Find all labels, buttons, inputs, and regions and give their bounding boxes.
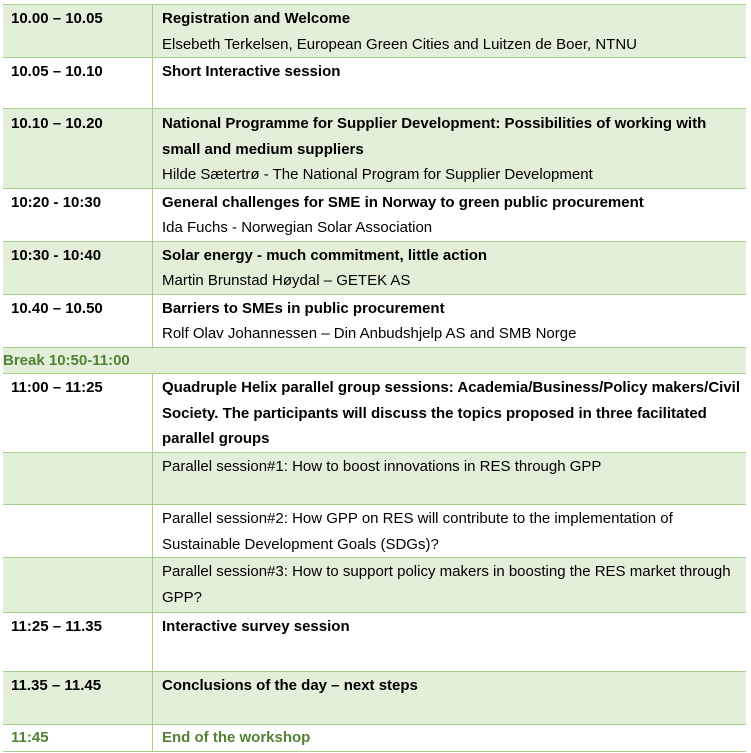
time-cell: 11:45 — [3, 725, 153, 752]
session-speaker: Martin Brunstad Høydal – GETEK AS — [162, 272, 411, 289]
session-title: Interactive survey session — [162, 618, 350, 635]
session-title: General challenges for SME in Norway to green public procurement — [162, 193, 644, 211]
session-cell — [153, 188, 747, 241]
session-cell — [153, 505, 747, 558]
session-speaker: Rolf Olav Johannessen – Din Anbudshjelp AS and SMB Norge — [162, 325, 577, 342]
time-cell: 11:00 – 11:25 — [3, 374, 153, 453]
time-cell: 11:25 – 11.35 — [3, 613, 153, 672]
session-speaker: Hilde Sætertrø - The National Program for Supplier Development — [162, 166, 593, 183]
break-row — [3, 347, 746, 374]
time-cell: 10.05 – 10.10 — [3, 58, 153, 109]
time-cell — [3, 505, 153, 558]
agenda-row — [3, 672, 746, 725]
time-cell: 10.00 – 10.05 — [3, 5, 153, 58]
agenda-row — [3, 453, 746, 505]
session-cell — [153, 672, 747, 725]
session-title: Short Interactive session — [162, 63, 341, 80]
session-cell — [153, 58, 747, 109]
time-cell — [3, 558, 153, 613]
session-title: End of the workshop — [153, 725, 747, 752]
agenda-row — [3, 613, 746, 672]
session-cell — [153, 613, 747, 672]
session-speaker: Parallel session#3: How to support policy makers in boosting the RES market through GPP? — [162, 563, 731, 606]
session-title: Registration and Welcome — [162, 10, 351, 27]
time-cell: 10:30 - 10:40 — [3, 241, 153, 294]
time-cell: 11.35 – 11.45 — [3, 672, 153, 725]
session-title: National Programme for Supplier Development: Possibilities of working with small and medium suppliers — [162, 115, 707, 158]
agenda-row — [3, 294, 746, 347]
session-cell — [153, 453, 747, 505]
session-cell — [153, 109, 747, 189]
session-speaker: Ida Fuchs - Norwegian Solar Association — [162, 219, 433, 236]
session-cell — [153, 241, 747, 294]
session-speaker: Parallel session#2: How GPP on RES will contribute to the implementation of Sustainable Development Goals (SDGs)? — [162, 510, 673, 553]
session-title: Quadruple Helix parallel group sessions: Academia/Business/Policy makers/Civil Society. The participants will discuss the topics proposed in three facilitated parallel groups — [162, 379, 740, 447]
session-cell — [153, 558, 747, 613]
agenda-row — [3, 725, 746, 752]
session-title: Solar energy - much commitment, little action — [162, 246, 488, 264]
session-title: Barriers to SMEs in public procurement — [162, 299, 445, 317]
break-label: Break 10:50-11:00 — [3, 347, 746, 374]
time-cell: 10.10 – 10.20 — [3, 109, 153, 189]
session-speaker: Elsebeth Terkelsen, European Green Cities and Luitzen de Boer, NTNU — [162, 35, 637, 53]
agenda-row — [3, 241, 746, 294]
session-cell — [153, 5, 747, 58]
agenda-row — [3, 5, 746, 58]
agenda-row — [3, 188, 746, 241]
agenda-row — [3, 374, 746, 453]
session-cell — [153, 294, 747, 347]
time-cell — [3, 453, 153, 505]
time-cell: 10.40 – 10.50 — [3, 294, 153, 347]
time-cell: 10:20 - 10:30 — [3, 188, 153, 241]
agenda-row — [3, 505, 746, 558]
agenda-table — [3, 4, 746, 752]
agenda-row — [3, 109, 746, 189]
agenda-row — [3, 58, 746, 109]
session-title: Conclusions of the day – next steps — [162, 677, 418, 694]
agenda-row — [3, 558, 746, 613]
session-cell — [153, 374, 747, 453]
session-speaker: Parallel session#1: How to boost innovations in RES through GPP — [162, 458, 602, 475]
